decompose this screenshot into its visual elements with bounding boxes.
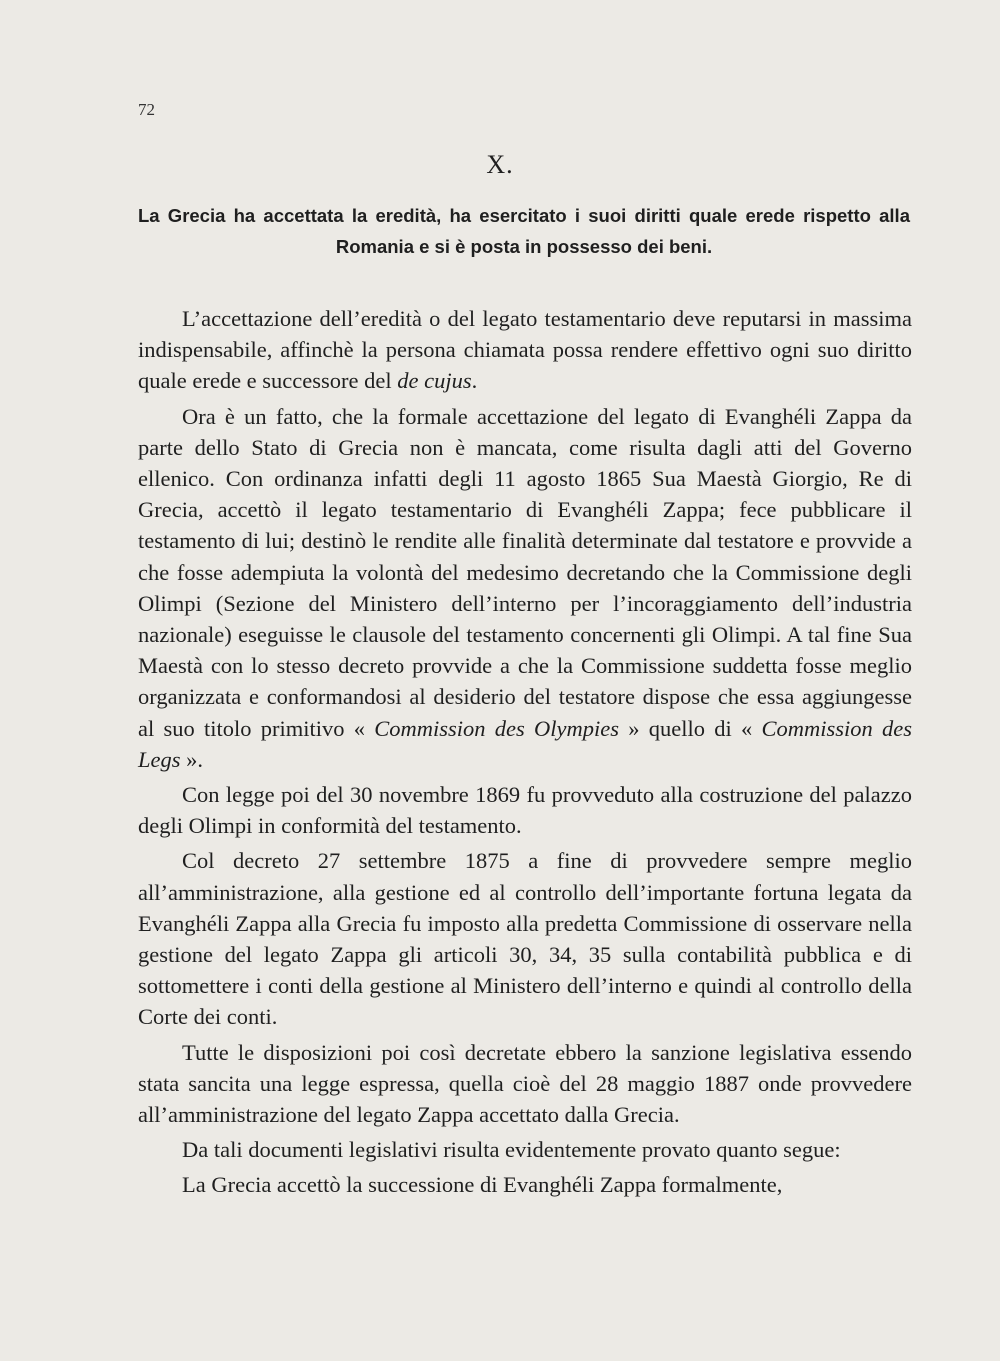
paragraph-1-text-a: L’accettazione dell’eredità o del legato testamentario deve reputarsi in massima indispensabile, affinchè la persona chiamata possa rendere effettivo ogni suo diritto quale erede e successore del	[138, 306, 912, 394]
paragraph-7: La Grecia accettò la successione di Evanghéli Zappa formalmente,	[182, 1172, 783, 1198]
paragraph-4: Col decreto 27 settembre 1875 a fine di provvedere sempre meglio all’amministrazione, alla gestione ed al controllo dell’importante fortuna legata da Evanghéli Zappa alla Grecia fu imposto alla predetta Commissione di osservare nella gestione del legato Zappa gli articoli 30, 34, 35 sulla contabilità pubblica e di sottomettere i conti della gestione al Ministero dell’interno e quindi al controllo della Corte dei conti.	[138, 848, 912, 1030]
paragraph-1	[138, 303, 912, 397]
paragraph-2-italic-a: Commission des Olympies	[374, 715, 619, 741]
paragraph-2	[138, 401, 912, 775]
paragraph-2-text-b: » quello di «	[619, 715, 762, 741]
paragraph-2-italic-b: Commission des Legs	[138, 715, 912, 772]
paragraph-5: Tutte le disposizioni poi così decretate ebbero la sanzione legislativa essendo stata sancita una legge espressa, quella cioè del 28 maggio 1887 onde provvedere all’amministrazione del legato Zappa accettato dalla Grecia.	[138, 1039, 912, 1128]
chapter-number: X.	[486, 150, 514, 179]
paragraph-1-italic: de cujus	[397, 368, 472, 394]
section-heading: La Grecia ha accettata la eredità, ha esercitato i suoi diritti quale erede rispetto alla Romania e si è posta in possesso dei beni.	[138, 205, 910, 257]
paragraph-2-text-a: Ora è un fatto, che la formale accettazione del legato di Evanghéli Zappa da parte dello Stato di Grecia non è mancata, come risulta dagli atti del Governo ellenico. Con ordinanza infatti degli 11 agosto 1865 Sua Maestà Giorgio, Re di Grecia, accettò il legato testamentario di Evanghéli Zappa; fece pubblicare il testamento di lui; destinò le rendite alle finalità determinate dal testatore e provvide a che fosse adempiuta la volontà del medesimo decretando che la Commissione degli Olimpi (Sezione del Ministero dell’interno per l’incoraggiamento dell’industria nazionale) eseguisse le clausole del testamento concernenti gli Olimpi. A tal fine Sua Maestà con lo stesso decreto provvide a che la Commissione suddetta fosse meglio organizzata e conformandosi al desiderio del testatore dispose che essa aggiungesse al suo titolo primitivo «	[138, 403, 912, 741]
page-number: 72	[138, 100, 155, 119]
paragraph-1-text-b: .	[471, 368, 478, 394]
paragraph-2-text-c: ».	[180, 746, 204, 772]
body-text	[138, 303, 912, 1201]
paragraph-3: Con legge poi del 30 novembre 1869 fu provveduto alla costruzione del palazzo degli Olimpi in conformità del testamento.	[138, 782, 912, 839]
paragraph-6: Da tali documenti legislativi risulta evidentemente provato quanto segue:	[182, 1137, 841, 1163]
